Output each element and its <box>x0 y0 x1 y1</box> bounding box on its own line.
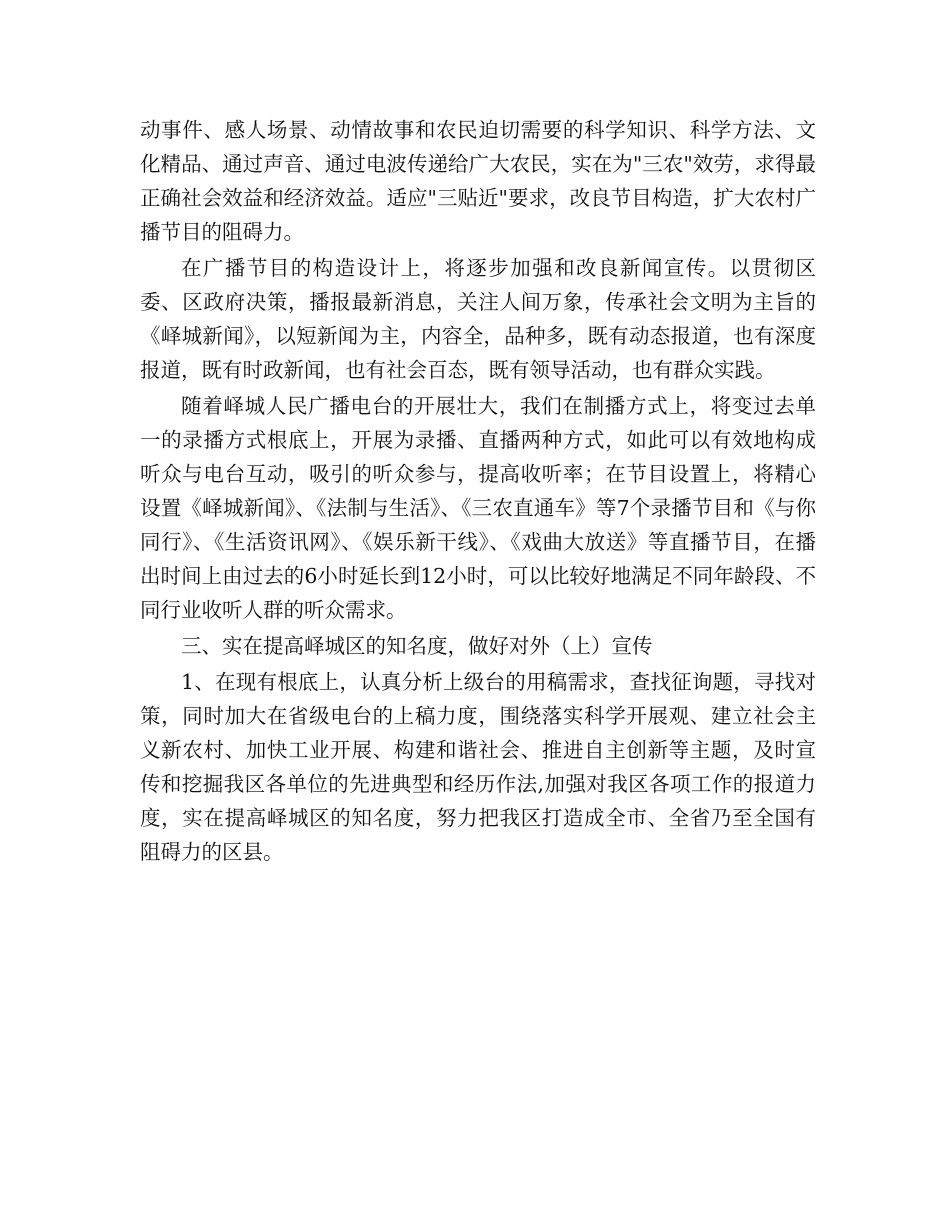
section-heading: 三、实在提高峄城区的知名度，做好对外（上）宣传 <box>181 634 653 658</box>
document-body <box>140 113 816 871</box>
paragraph-2: 在广播节目的构造设计上，将逐步加强和改良新闻宣传。以贯彻区委、区政府决策，播报最新消息，关注人间万象，传承社会文明为主旨的《峄城新闻》，以短新闻为主，内容全，品种多，既有动态报道，也有深度报道，既有时政新闻，也有社会百态，既有领导活动，也有群众实践。 <box>140 256 816 382</box>
paragraph-4: 1、在现有根底上，认真分析上级台的用稿需求，查找征询题，寻找对策，同时加大在省级电台的上稿力度，围绕落实科学开展观、建立社会主义新农村、加快工业开展、构建和谐社会、推进自主创新等主题，及时宣传和挖掘我区各单位的先进典型和经历作法,加强对我区各项工作的报道力度，实在提高峄城区的知名度，努力把我区打造成全市、全省乃至全国有阻碍力的区县。 <box>140 670 816 864</box>
paragraph-1: 动事件、感人场景、动情故事和农民迫切需要的科学知识、科学方法、文化精品、通过声音、通过电波传递给广大农民，实在为"三农"效劳，求得最正确社会效益和经济效益。适应"三贴近"要求，改良节目构造，扩大农村广播节目的阻碍力。 <box>140 118 816 244</box>
paragraph-3: 随着峄城人民广播电台的开展壮大，我们在制播方式上，将变过去单一的录播方式根底上，开展为录播、直播两种方式，如此可以有效地构成听众与电台互动，吸引的听众参与，提高收听率；在节目设置上，将精心设置《峄城新闻》、《法制与生活》、《三农直通车》等7个录播节目和《与你同行》、《生活资讯网》、《娱乐新干线》、《戏曲大放送》等直播节目，在播出时间上由过去的6小时延长到12小时，可以比较好地满足不同年龄段、不同行业收听人群的听众需求。 <box>140 394 816 622</box>
